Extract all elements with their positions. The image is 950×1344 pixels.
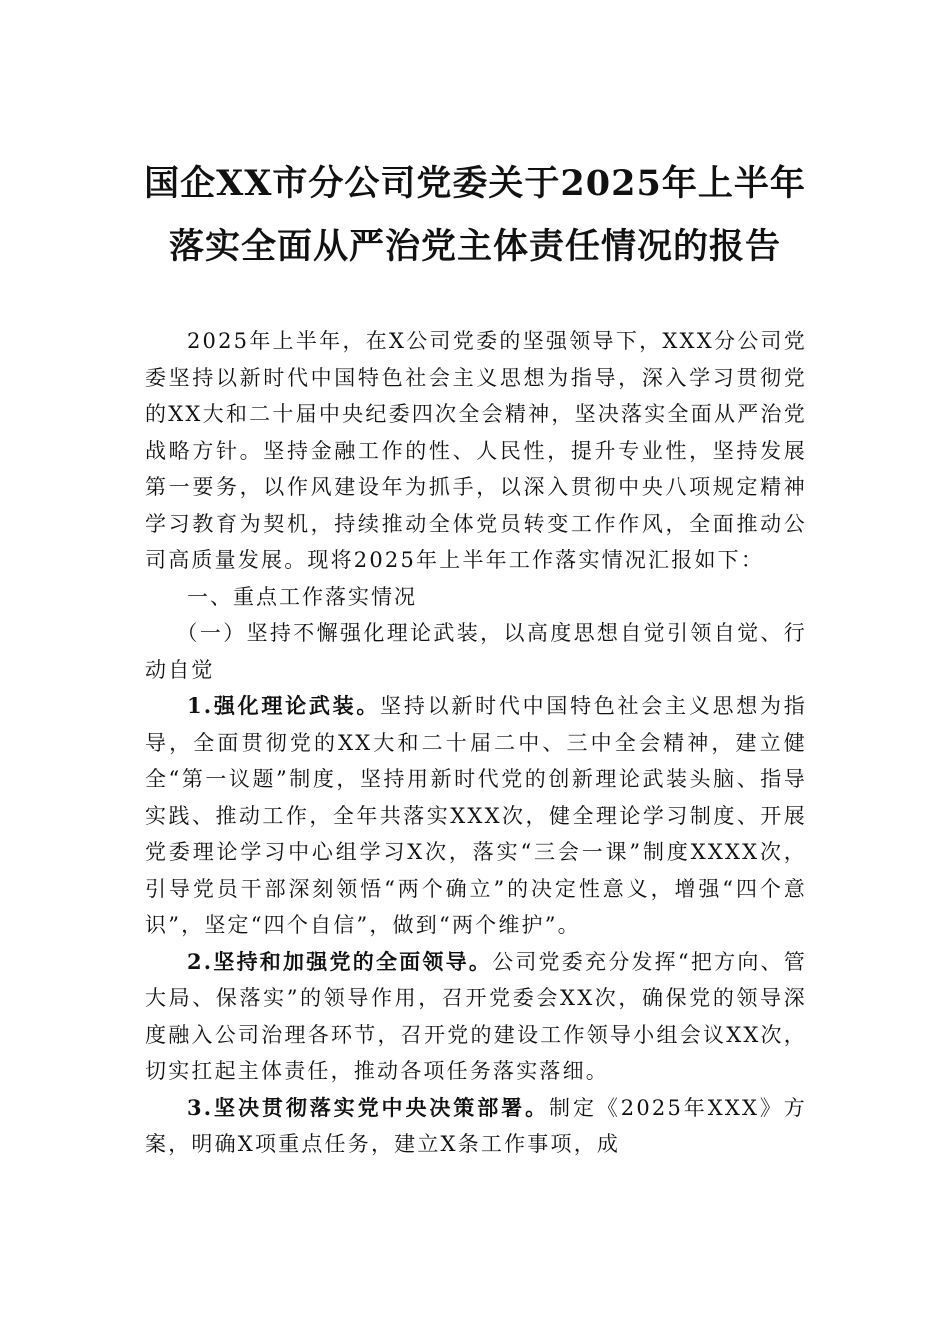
item-text-3: 制定《2025年XXX》方案，明确X项重点任务，建立X条工作事项，成 (145, 1095, 807, 1156)
report-title (0, 152, 950, 278)
title-line-2: 落实全面从严治党主体责任情况的报告 (168, 226, 781, 267)
subsection-heading-1: （一）坚持不懈强化理论武装，以高度思想自觉引领自觉、行动自觉 (145, 621, 807, 682)
intro-paragraph: 2025年上半年，在X公司党委的坚强领导下，XXX分公司党委坚持以新时代中国特色社会主义思想为指导，深入学习贯彻党的XX大和二十届中央纪委四次全会精神，坚决落实全面从严治党战略方针。坚持金融工作的性、人民性，提升专业性，坚持发展第一要务，以作风建设年为抓手，以深入贯彻中央八项规定精神学习教育为契机，持续推动全体党员转变工作作风，全面推动公司高质量发展。现将2025年上半年工作落实情况汇报如下： (145, 329, 807, 572)
item-text-1: 坚持以新时代中国特色社会主义思想为指导，全面贯彻党的XX大和二十届二中、三中全会精神，建立健全“第一议题”制度，坚持用新时代党的创新理论武装头脑、指导实践、推动工作，全年共落实XXX次，健全理论学习制度、开展党委理论学习中心组学习X次，落实“三会一课”制度XXXX次，引导党员干部深刻领悟“两个确立”的决定性意义，增强“四个意识”，坚定“四个自信”，做到“两个维护”。 (145, 694, 807, 937)
item-lead-1: 1.强化理论武装。 (187, 693, 381, 718)
section-heading-1: 一、重点工作落实情况 (187, 584, 417, 609)
item-paragraph-1 (145, 688, 807, 944)
item-paragraph-3 (145, 1090, 807, 1163)
item-paragraph-2 (145, 944, 807, 1090)
item-lead-2: 2.坚持和加强党的全面领导。 (187, 948, 493, 974)
report-body (145, 323, 807, 1163)
title-line-1: 国企XX市分公司党委关于2025年上半年 (144, 163, 806, 204)
item-text-2: 公司党委充分发挥“把方向、管大局、保落实”的领导作用，召开党委会XX次，确保党的领导深度融入公司治理各环节，召开党的建设工作领导小组会议XX次，切实扛起主体责任，推动各项任务落实落细。 (145, 949, 807, 1083)
item-lead-3: 3.坚决贯彻落实党中央决策部署。 (187, 1094, 550, 1120)
